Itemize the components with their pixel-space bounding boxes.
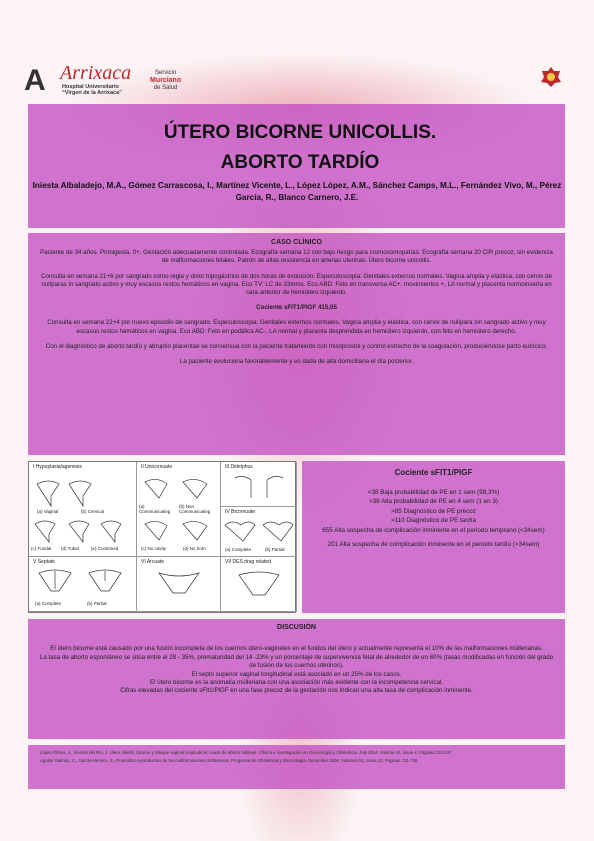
arrixaca-logo: Arrixaca [60,62,132,84]
cociente-line: >38 Alta probabilidad de PE en 4 sem (1 en 3) [369,498,498,506]
discusion-paragraph: La tasa de aborto espontáneo se sitúa entre el 28 - 35%, prematuridad del 14 -23% y un porcentaje de supervivencia fetal de alrededor de un 60% (tasas modificadas en función del grado de fusión de los cuernos uterinos). [39,653,554,670]
figure-cell-bicornuate: IV Bicornuate (a) Complete (b) Partial [221,507,297,557]
caso-paragraph-4: Consulta en semana 22+4 por nuevo episodio de sangrado. Especuloscopia: Genitales externos normales. Vagina amplia y elástica, con cérvix de nulípara sin sangrado activo y muy escasos restos hemáticos en vagina. Eco ABD: Feto en podálica AC-, LA normal y placenta desprendida en hemiútero izquierdo, con feto en hemiútero derecho. [47,319,546,335]
discusion-title: DISCUSIÓN [277,624,316,631]
figure-cell-septate: V Septate (a) Complete (b) Partial [29,557,137,612]
caso-paragraph-5: Con el diagnóstico de aborto tardío y abruptio placentae se consensua con la paciente tratamiento con misoprostol y control estrecho de la coagulación, produciéndose parto eutócico. [45,342,548,350]
cociente-line: 655 Alta sospecha de complicación inminente en el periodo temprano (<34sem) [322,526,545,534]
figure-cell-des: VII DES drug related [221,557,297,612]
figure-cell-arcuate: VI Arcuate [137,557,221,612]
reference-item: López-Olmos, J., Vicente del Río, J. Útero didelfo, bicorne y tabique vaginal longitudinal, causa de aborto habitual. Clínica e Investigación en Ginecología y Obstetricia. July 2014. Volume 41, Issue 4, Páginas 134-137 [40,750,452,755]
caso-paragraph-6: La paciente evoluciona favorablemente y es dada de alta domiciliaria el día posterior. [179,358,414,366]
caso-paragraph-1: Paciente de 34 años. Primigesta. 0+. Gestación adecuadamente controlada. Ecografía semana 12 con bajo riesgo para cromosomopatías. Ecografía semana 20 CIR precoz, sin evidencia de malformaciones fetales. Patrón de altas resistencia en arterias uterinas. Útero bicorne unicollis. [40,249,553,265]
figure-cell-unicornuate: II Unicornuate (a) Communicating (b) Non Communicating (c) No cavity (d) No horn [137,462,221,557]
caso-cociente: Cociente sFlT1/PlGF 415,05 [256,304,337,312]
discusion-panel [28,619,565,739]
caso-clinico-title: CASO CLÍNICO [271,239,322,246]
figure-cell-hypoplasia: I Hypoplasia/agenesis (a) Vaginal (b) Cervical (c) Fundal (d) Tubal (e) Combined [29,462,137,557]
caso-paragraph-2: Consulta en semana 21+6 por sangrado como regla y dolor hipogástrico de dos horas de evolución. Especuloscopia: Genitales externos normales. Vagina amplia y elástica, con cérvix de nulíparas in sangrado activo y muy escasos restos hemáticos en vagina. Eco TV: LC de 33mms. Eco ABD: Feto en transversa AC+, movimientos +, LA normal y placenta normoinserta en cara anterior de hemiútero izquierdo. [41,272,552,297]
references-panel [28,745,565,789]
reference-item: Aguilar Galindo, C., García-Herrero, S., Pronóstico reproductivo de las malformaciones müllerianas. Progresos de Obstetricia y Ginecología. December 2008. Volumen 51, Issue 12, Páginas 721-736. [40,758,419,763]
poster-title: ÚTERO BICORNE UNICOLLIS. ABORTO TARDÍO [163,122,437,173]
hospital-logo-mark: A [24,64,44,97]
discusion-paragraph: El útero bicorne es la anomalía mülleriana con una asociación más evidente con la incompetencia cervical. [149,679,444,687]
discusion-paragraph: El septo superior vaginal longitudinal está asociado en un 25% de los casos. [191,670,402,678]
cociente-panel [302,461,565,613]
caso-clinico-panel [28,233,565,455]
mullerian-classification-figure [28,461,296,613]
servicio-murciano-logo: Servicio Murciano de Salud [150,70,182,91]
cociente-line: >85 Diagnóstico de PE precoz [391,507,476,515]
cociente-title: Cociente sFlT1/PlGF [394,468,473,477]
uterus-drawings [221,557,297,612]
discusion-paragraph: Cifras elevadas del cociente sFlt1/PlGF en una fase precoz de la gestación nos indican una alta tasa de complicación inminente. [120,687,473,695]
authors: Iniesta Albaladejo, M.A., Gómez Carrascosa, I., Martínez Vicente, L., López López, A.M., Sánchez Camps, M.L., Fernández Vivo, M., Pérez García, R., Blanco Carnero, J.E. [32,181,562,202]
cociente-line: >110 Diagnóstico de PE tardía [390,517,477,525]
figure-cell-didelphus: III Didelphus [221,462,297,507]
cociente-line: <38 Baja probabilidad de PE en 1 sem (99,3%) [367,488,500,496]
hospital-name: Hospital Universitario “Virgen de la Arrixaca” [62,84,122,96]
discusion-paragraph: El útero bicorne está causado por una fusión incompleta de los cuernos útero-vaginales en el fundus del útero y actualmente representa el 10% de las malformaciones müllerianas. [50,645,543,653]
cociente-line: 201 Alta sospecha de complicación inminente en el periodo tardío (>34sem) [327,540,540,548]
crest-icon [540,66,562,88]
uterus-drawings [137,557,221,612]
